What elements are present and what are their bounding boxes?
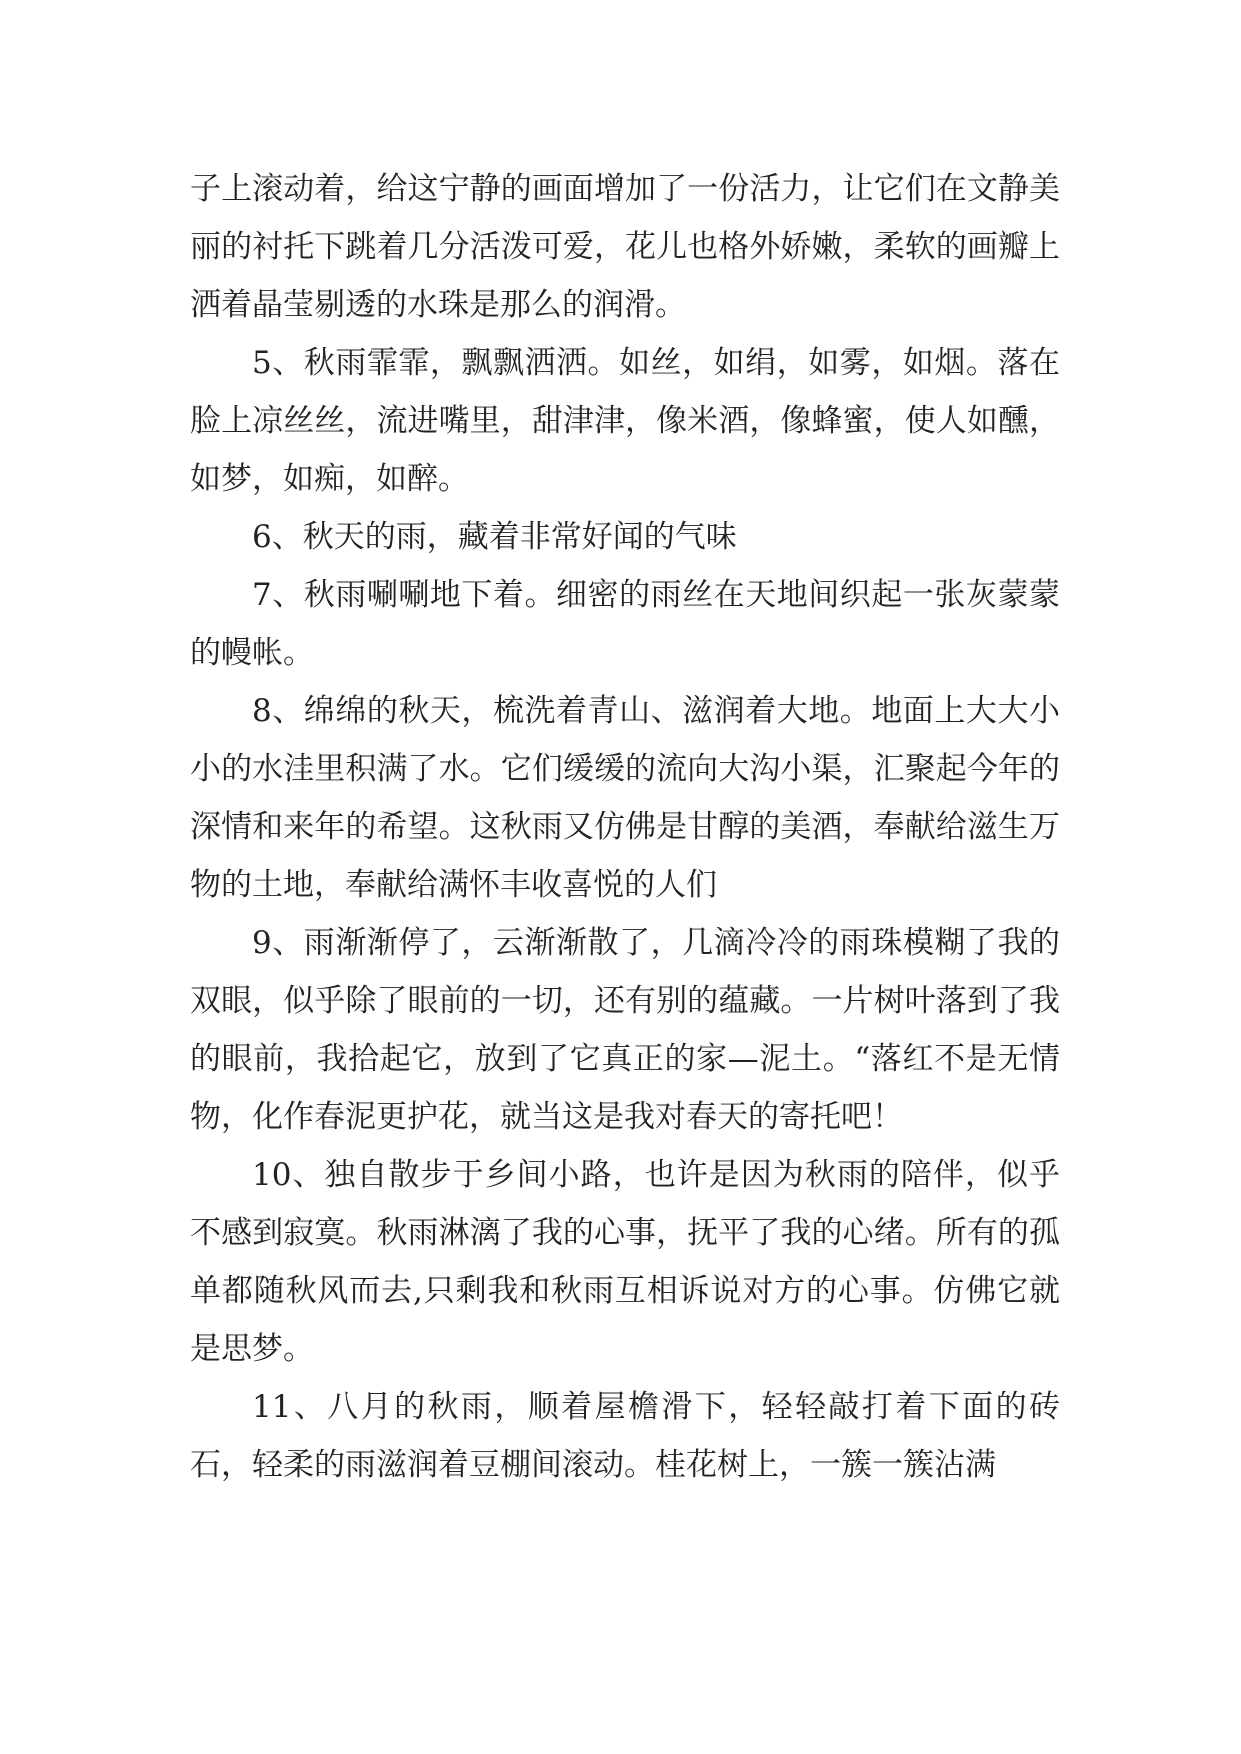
paragraph-item-10: 10、独自散步于乡间小路，也许是因为秋雨的陪伴，似乎不感到寂寞。秋雨淋漓了我的心事，抚平了我的心绪。所有的孤单都随秋风而去,只剩我和秋雨互相诉说对方的心事。仿佛它就是思梦。 — [190, 1157, 1060, 1367]
paragraph-item-9: 9、雨渐渐停了，云渐渐散了，几滴冷冷的雨珠模糊了我的双眼，似乎除了眼前的一切，还有别的蕴藏。一片树叶落到了我的眼前，我拾起它，放到了它真正的家—泥土。“落红不是无情物，化作春泥更护花，就当这是我对春天的寄托吧！ — [190, 925, 1060, 1135]
paragraph-item-6: 6、秋天的雨，藏着非常好闻的气味 — [252, 519, 737, 555]
paragraph-item-7: 7、秋雨唰唰地下着。细密的雨丝在天地间织起一张灰蒙蒙的幔帐。 — [190, 577, 1060, 671]
paragraph-continuation: 子上滚动着，给这宁静的画面增加了一份活力，让它们在文静美丽的衬托下跳着几分活泼可爱，花儿也格外娇嫩，柔软的画瓣上洒着晶莹剔透的水珠是那么的润滑。 — [190, 171, 1060, 323]
paragraph-item-11: 11、八月的秋雨，顺着屋檐滑下，轻轻敲打着下面的砖石，轻柔的雨滋润着豆棚间滚动。桂花树上，一簇一簇沾满 — [190, 1389, 1060, 1483]
document-body — [190, 160, 1060, 1494]
paragraph-item-8: 8、绵绵的秋天，梳洗着青山、滋润着大地。地面上大大小小的水洼里积满了水。它们缓缓的流向大沟小渠，汇聚起今年的深情和来年的希望。这秋雨又仿佛是甘醇的美酒，奉献给滋生万物的土地，奉献给满怀丰收喜悦的人们 — [190, 693, 1060, 903]
paragraph-item-5: 5、秋雨霏霏，飘飘洒洒。如丝，如绢，如雾，如烟。落在脸上凉丝丝，流进嘴里，甜津津，像米酒，像蜂蜜，使人如醺，如梦，如痴，如醉。 — [190, 345, 1060, 497]
